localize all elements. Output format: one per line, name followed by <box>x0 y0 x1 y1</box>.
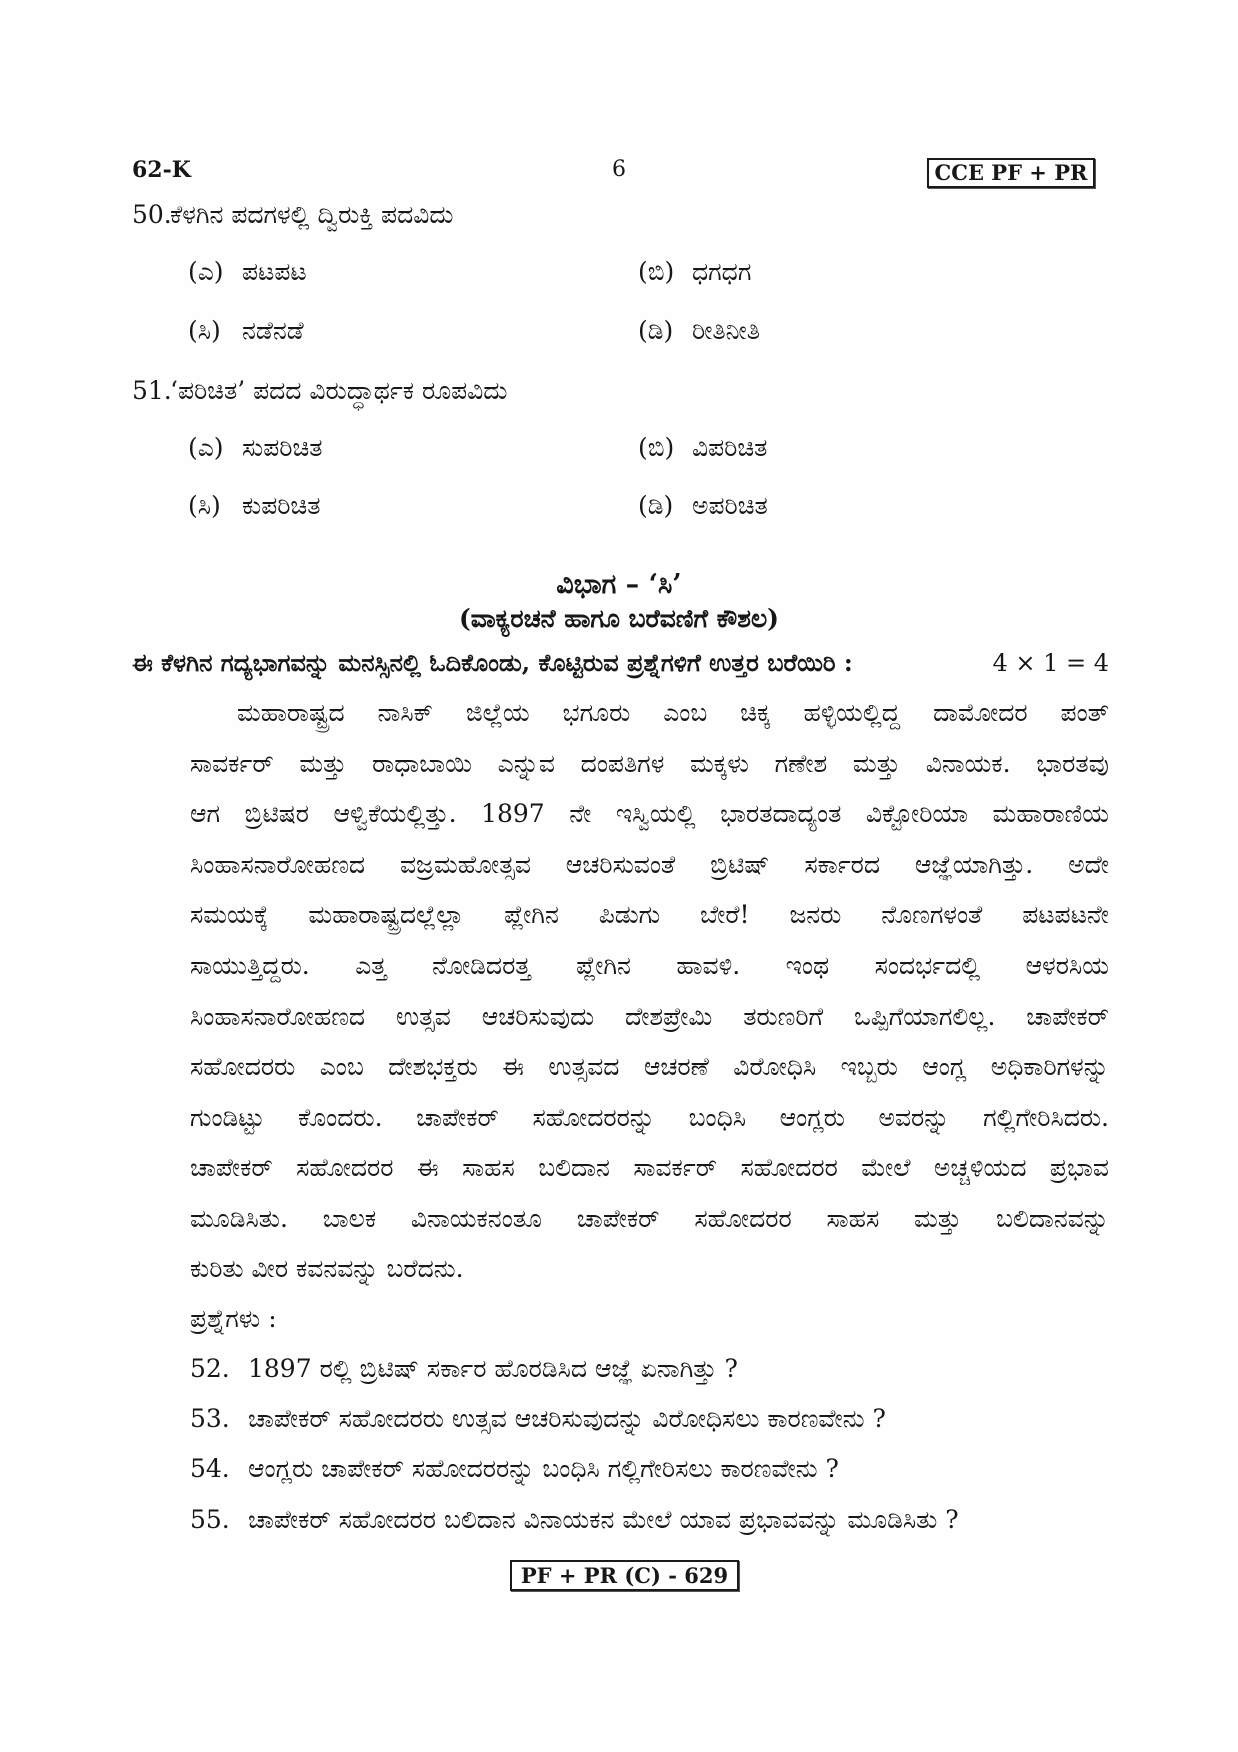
question-number: 52. <box>190 1354 230 1383</box>
marks-allocation: 4 × 1 = 4 <box>992 649 1109 677</box>
page-number: 6 <box>612 157 626 182</box>
option-label: (ಬಿ) <box>638 433 675 462</box>
question-text: ಕೆಳಗಿನ ಪದಗಳಲ್ಲಿ ದ್ವಿರುಕ್ತಿ ಪದವಿದು <box>170 200 454 229</box>
question-text: ಚಾಪೇಕರ್ ಸಹೋದರರ ಬಲಿದಾನ ವಿನಾಯಕನ ಮೇಲೆ ಯಾವ ಪ್ರಭಾವವನ್ನು ಮೂಡಿಸಿತು ? <box>248 1505 959 1534</box>
option-text: ಕುಪರಿಚಿತ <box>242 491 321 520</box>
option-label: (ಸಿ) <box>188 491 221 520</box>
passage-line: ಸಿಂಹಾಸನಾರೋಹಣದ ವಜ್ರಮಹೋತ್ಸವ ಆಚರಿಸುವಂತೆ ಬ್ರಿಟಿಷ್ ಸರ್ಕಾರದ ಆಜ್ಞೆಯಾಗಿತ್ತು. ಅದೇ <box>190 850 1109 879</box>
option-text: ಧಗಧಗ <box>692 257 752 286</box>
passage-line: ಮೂಡಿಸಿತು. ಬಾಲಕ ವಿನಾಯಕನಂತೂ ಚಾಪೇಕರ್ ಸಹೋದರರ ಸಾಹಸ ಮತ್ತು ಬಲಿದಾನವನ್ನು <box>190 1204 1109 1233</box>
section-title: ವಿಭಾಗ – ‘ಸಿ’ <box>556 569 682 600</box>
passage-line: ಸಾಯುತ್ತಿದ್ದರು. ಎತ್ತ ನೋಡಿದರತ್ತ ಪ್ಲೇಗಿನ ಹಾವಳಿ. ಇಂಥ ಸಂದರ್ಭದಲ್ಲಿ ಆಳರಸಿಯ <box>190 951 1109 980</box>
option-label: (ಡಿ) <box>638 491 674 520</box>
option-label: (ಸಿ) <box>188 316 221 345</box>
passage-line: ಮಹಾರಾಷ್ಟ್ರದ ನಾಸಿಕ್ ಜಿಲ್ಲೆಯ ಭಗೂರು ಎಂಬ ಚಿಕ್ಕ ಹಳ್ಳಿಯಲ್ಲಿದ್ದ ದಾಮೋದರ ಪಂತ್ <box>237 698 1109 727</box>
question-text: ‘ಪರಿಚಿತ’ ಪದದ ವಿರುದ್ಧಾರ್ಥಕ ರೂಪವಿದು <box>170 376 508 405</box>
option-text: ಪಟಪಟ <box>242 257 307 286</box>
question-number: 55. <box>190 1505 230 1534</box>
question-number: 51. <box>132 376 172 405</box>
series-code-box: CCE PF + PR <box>927 158 1095 188</box>
option-label: (ಡಿ) <box>638 316 674 345</box>
option-text: ವಿಪರಿಚಿತ <box>692 433 768 462</box>
passage-line: ಗುಂಡಿಟ್ಟು ಕೊಂದರು. ಚಾಪೇಕರ್ ಸಹೋದರರನ್ನು ಬಂಧಿಸಿ ಆಂಗ್ಲರು ಅವರನ್ನು ಗಲ್ಲಿಗೇರಿಸಿದರು. <box>190 1103 1109 1132</box>
option-text: ಸುಪರಿಚಿತ <box>242 433 323 462</box>
section-subtitle: (ವಾಕ್ಯರಚನೆ ಹಾಗೂ ಬರೆವಣಿಗೆ ಕೌಶಲ) <box>458 604 780 633</box>
option-text: ಅಪರಿಚಿತ <box>692 491 768 520</box>
question-number: 54. <box>190 1454 230 1483</box>
passage-line: ಸಿಂಹಾಸನಾರೋಹಣದ ಉತ್ಸವ ಆಚರಿಸುವುದು ದೇಶಪ್ರೇಮಿ ತರುಣರಿಗೆ ಒಪ್ಪಿಗೆಯಾಗಲಿಲ್ಲ. ಚಾಪೇಕರ್ <box>190 1002 1109 1031</box>
passage-line: ಕುರಿತು ವೀರ ಕವನವನ್ನು ಬರೆದನು. <box>190 1254 464 1283</box>
option-label: (ಎ) <box>188 433 224 462</box>
question-number: 53. <box>190 1404 230 1433</box>
instruction-text: ಈ ಕೆಳಗಿನ ಗದ್ಯಭಾಗವನ್ನು ಮನಸ್ಸಿನಲ್ಲಿ ಓದಿಕೊಂಡು, ಕೊಟ್ಟಿರುವ ಪ್ರಶ್ನೆಗಳಿಗೆ ಉತ್ತರ ಬರೆಯಿರಿ : <box>132 648 853 677</box>
passage-line: ಸಮಯಕ್ಕೆ ಮಹಾರಾಷ್ಟ್ರದಲ್ಲೆಲ್ಲಾ ಪ್ಲೇಗಿನ ಪಿಡುಗು ಬೇರೆ! ಜನರು ನೊಣಗಳಂತೆ ಪಟಪಟನೇ <box>190 900 1109 929</box>
passage-line: ಆಗ ಬ್ರಿಟಿಷರ ಆಳ್ವಿಕೆಯಲ್ಲಿತ್ತು. 1897 ನೇ ಇಸ್ವಿಯಲ್ಲಿ ಭಾರತದಾದ್ಯಂತ ವಿಕ್ಟೋರಿಯಾ ಮಹಾರಾಣಿಯ <box>190 799 1109 828</box>
passage-line: ಸಾವರ್ಕರ್ ಮತ್ತು ರಾಧಾಬಾಯಿ ಎನ್ನುವ ದಂಪತಿಗಳ ಮಕ್ಕಳು ಗಣೇಶ ಮತ್ತು ವಿನಾಯಕ. ಭಾರತವು <box>190 749 1109 778</box>
option-label: (ಬಿ) <box>638 257 675 286</box>
footer-code-box: PF + PR (C) - 629 <box>510 1560 739 1591</box>
option-label: (ಎ) <box>188 257 224 286</box>
question-text: ಚಾಪೇಕರ್ ಸಹೋದರರು ಉತ್ಸವ ಆಚರಿಸುವುದನ್ನು ವಿರೋಧಿಸಲು ಕಾರಣವೇನು ? <box>248 1404 886 1433</box>
passage-line: ಸಹೋದರರು ಎಂಬ ದೇಶಭಕ್ತರು ಈ ಉತ್ಸವದ ಆಚರಣೆ ವಿರೋಧಿಸಿ ಇಬ್ಬರು ಆಂಗ್ಲ ಅಧಿಕಾರಿಗಳನ್ನು <box>190 1052 1109 1081</box>
questions-heading: ಪ್ರಶ್ನೆಗಳು : <box>190 1304 277 1333</box>
question-text: ಆಂಗ್ಲರು ಚಾಪೇಕರ್ ಸಹೋದರರನ್ನು ಬಂಧಿಸಿ ಗಲ್ಲಿಗೇರಿಸಲು ಕಾರಣವೇನು ? <box>248 1454 839 1483</box>
question-text: 1897 ರಲ್ಲಿ ಬ್ರಿಟಿಷ್ ಸರ್ಕಾರ ಹೊರಡಿಸಿದ ಆಜ್ಞೆ ಏನಾಗಿತ್ತು ? <box>248 1354 738 1383</box>
option-text: ರೀತಿನೀತಿ <box>692 316 761 345</box>
passage-line: ಚಾಪೇಕರ್ ಸಹೋದರರ ಈ ಸಾಹಸ ಬಲಿದಾನ ಸಾವರ್ಕರ್ ಸಹೋದರರ ಮೇಲೆ ಅಚ್ಚಳಿಯದ ಪ್ರಭಾವ <box>190 1153 1109 1182</box>
option-text: ನಡೆನಡೆ <box>242 316 304 345</box>
question-number: 50. <box>132 200 172 229</box>
paper-code: 62-K <box>132 157 191 183</box>
